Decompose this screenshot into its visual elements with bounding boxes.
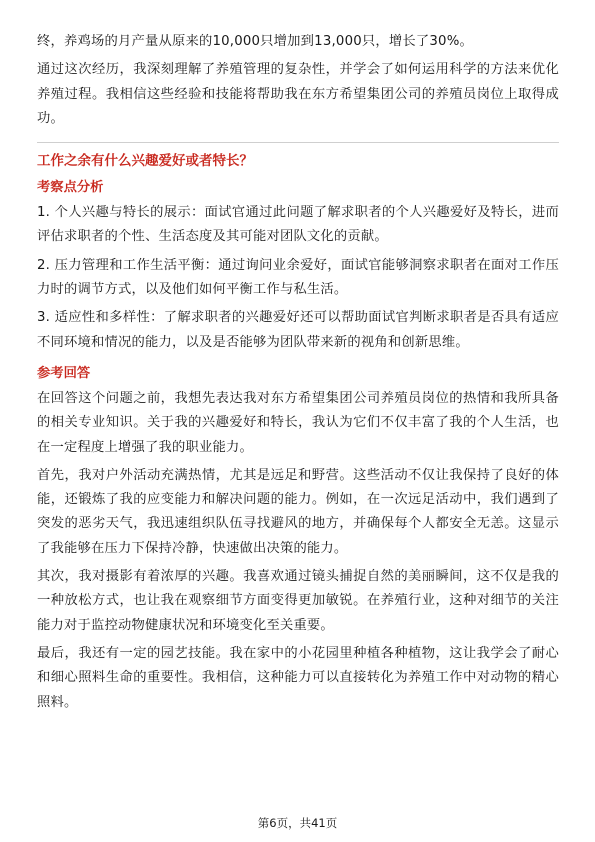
section-divider [37,142,559,143]
document-page [37,30,559,719]
answer-heading: 参考回答 [37,365,91,381]
intro-paragraph-1: 终，养鸡场的月产量从原来的10,000只增加到13,000只，增长了30%。 [37,34,474,49]
question-title: 工作之余有什么兴趣爱好或者特长？ [37,153,253,170]
answer-paragraph-1: 在回答这个问题之前，我想先表达我对东方希望集团公司养殖员岗位的热情和我所具备的相关专业知识。关于我的兴趣爱好和特长，我认为它们不仅丰富了我的个人生活，也在一定程度上增强了我的职业能力。 [37,390,559,455]
analysis-item-2: 2. 压力管理和工作生活平衡：通过询问业余爱好，面试官能够洞察求职者在面对工作压力时的调节方式，以及他们如何平衡工作与私生活。 [37,257,559,298]
answer-paragraph-4: 最后，我还有一定的园艺技能。我在家中的小花园里种植各种植物，这让我学会了耐心和细心照料生命的重要性。我相信，这种能力可以直接转化为养殖工作中对动物的精心照料。 [37,645,559,710]
analysis-heading: 考察点分析 [37,180,104,196]
analysis-item-3: 3. 适应性和多样性：了解求职者的兴趣爱好还可以帮助面试官判断求职者是否具有适应不同环境和情况的能力，以及是否能够为团队带来新的视角和创新思维。 [37,310,559,350]
answer-paragraph-3: 其次，我对摄影有着浓厚的兴趣。我喜欢通过镜头捕捉自然的美丽瞬间，这不仅是我的一种放松方式，也让我在观察细节方面变得更加敏锐。在养殖行业，这种对细节的关注能力对于监控动物健康状况和环境变化至关重要。 [37,569,559,633]
intro-paragraph-2: 通过这次经历，我深刻理解了养殖管理的复杂性，并学会了如何运用科学的方法来优化养殖过程。我相信这些经验和技能将帮助我在东方希望集团公司的养殖员岗位上取得成功。 [37,62,559,126]
answer-paragraph-2: 首先，我对户外活动充满热情，尤其是远足和野营。这些活动不仅让我保持了良好的体能，还锻炼了我的应变能力和解决问题的能力。例如，在一次远足活动中，我们遇到了突发的恶劣天气，我迅速组织队伍寻找避风的地方，并确保每个人都安全无恙。这显示了我能够在压力下保持冷静，快速做出决策的能力。 [37,467,559,556]
analysis-item-1: 1. 个人兴趣与特长的展示：面试官通过此问题了解求职者的个人兴趣爱好及特长，进而评估求职者的个性、生活态度及其可能对团队文化的贡献。 [37,205,559,245]
page-number: 第6页，共41页 [257,816,338,830]
